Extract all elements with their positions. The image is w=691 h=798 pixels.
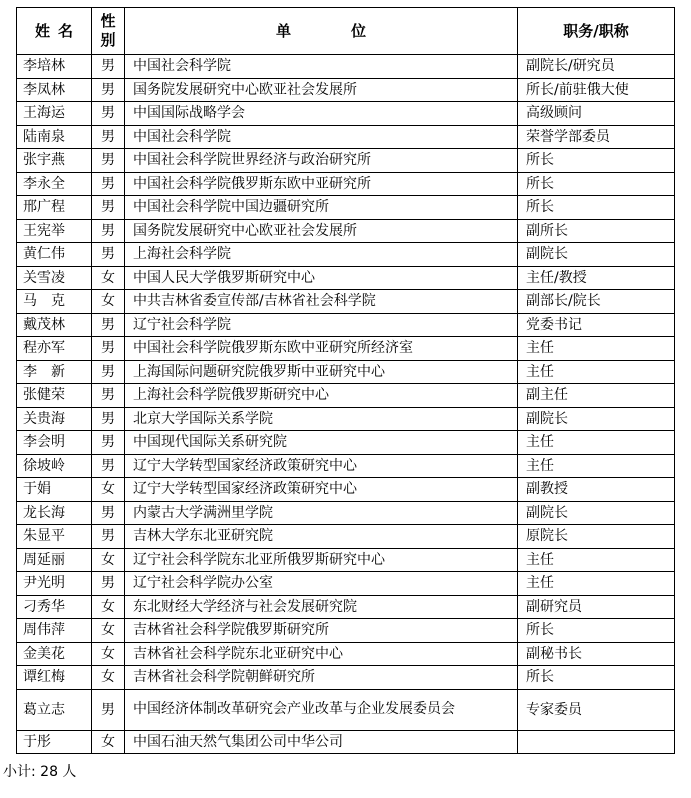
cell-name: 王宪举 [17, 219, 92, 243]
table-row [17, 572, 675, 596]
cell-name: 关雪凌 [17, 266, 92, 290]
cell-gender: 男 [92, 454, 125, 478]
cell-name: 张宇燕 [17, 149, 92, 173]
cell-title: 高级顾问 [518, 102, 675, 126]
cell-name: 李永全 [17, 172, 92, 196]
cell-unit: 吉林大学东北亚研究院 [125, 525, 518, 549]
cell-name: 李 新 [17, 360, 92, 384]
cell-unit: 国务院发展研究中心欧亚社会发展所 [125, 219, 518, 243]
cell-name: 于娟 [17, 478, 92, 502]
table-row [17, 290, 675, 314]
table-row [17, 501, 675, 525]
cell-title: 副院长 [518, 407, 675, 431]
cell-name: 王海运 [17, 102, 92, 126]
table-row [17, 313, 675, 337]
cell-gender: 男 [92, 572, 125, 596]
cell-name: 朱显平 [17, 525, 92, 549]
cell-gender: 男 [92, 337, 125, 361]
table-row [17, 642, 675, 666]
cell-gender: 男 [92, 431, 125, 455]
cell-title: 主任 [518, 431, 675, 455]
cell-gender: 女 [92, 595, 125, 619]
table-row [17, 666, 675, 690]
table-row [17, 431, 675, 455]
cell-name: 邢广程 [17, 196, 92, 220]
cell-unit: 吉林省社会科学院俄罗斯研究所 [125, 619, 518, 643]
cell-name: 程亦军 [17, 337, 92, 361]
cell-title: 荣誉学部委员 [518, 125, 675, 149]
table-row [17, 55, 675, 79]
cell-title: 副院长 [518, 243, 675, 267]
cell-gender: 女 [92, 730, 125, 754]
cell-unit: 中国社会科学院中国边疆研究所 [125, 196, 518, 220]
cell-unit: 辽宁社会科学院东北亚所俄罗斯研究中心 [125, 548, 518, 572]
table-row [17, 266, 675, 290]
cell-gender: 女 [92, 666, 125, 690]
header-row [17, 8, 675, 55]
cell-name: 徐坡岭 [17, 454, 92, 478]
cell-gender: 男 [92, 102, 125, 126]
cell-unit: 中国石油天然气集团公司中华公司 [125, 730, 518, 754]
header-gender: 性别 [92, 8, 125, 55]
cell-gender: 女 [92, 290, 125, 314]
cell-unit: 中国经济体制改革研究会产业改革与企业发展委员会 [125, 689, 518, 730]
cell-title: 所长 [518, 666, 675, 690]
cell-gender: 男 [92, 125, 125, 149]
cell-name: 谭红梅 [17, 666, 92, 690]
cell-name: 陆南泉 [17, 125, 92, 149]
cell-title: 副主任 [518, 384, 675, 408]
cell-unit: 中国人民大学俄罗斯研究中心 [125, 266, 518, 290]
table-row [17, 337, 675, 361]
table-row [17, 478, 675, 502]
cell-name: 金美花 [17, 642, 92, 666]
cell-name: 关贵海 [17, 407, 92, 431]
cell-gender: 男 [92, 501, 125, 525]
cell-title: 主任 [518, 360, 675, 384]
cell-gender: 女 [92, 478, 125, 502]
cell-title: 所长 [518, 149, 675, 173]
cell-unit: 吉林省社会科学院东北亚研究中心 [125, 642, 518, 666]
cell-title: 所长 [518, 619, 675, 643]
table-row [17, 78, 675, 102]
cell-title: 主任/教授 [518, 266, 675, 290]
cell-unit: 上海社会科学院 [125, 243, 518, 267]
cell-unit: 东北财经大学经济与社会发展研究院 [125, 595, 518, 619]
cell-title: 主任 [518, 454, 675, 478]
header-title: 职务/职称 [518, 8, 675, 55]
table-row [17, 102, 675, 126]
cell-unit: 内蒙古大学满洲里学院 [125, 501, 518, 525]
cell-unit: 中国国际战略学会 [125, 102, 518, 126]
table-row [17, 172, 675, 196]
cell-name: 于彤 [17, 730, 92, 754]
cell-unit: 吉林省社会科学院朝鲜研究所 [125, 666, 518, 690]
cell-name: 李会明 [17, 431, 92, 455]
table-row [17, 689, 675, 730]
cell-name: 龙长海 [17, 501, 92, 525]
cell-title: 副院长/研究员 [518, 55, 675, 79]
cell-unit: 中国社会科学院 [125, 55, 518, 79]
cell-gender: 男 [92, 360, 125, 384]
cell-gender: 男 [92, 525, 125, 549]
cell-title: 副院长 [518, 501, 675, 525]
cell-title: 主任 [518, 337, 675, 361]
cell-name: 张健荣 [17, 384, 92, 408]
cell-title: 主任 [518, 572, 675, 596]
cell-name: 戴茂林 [17, 313, 92, 337]
table-row [17, 407, 675, 431]
table-row [17, 149, 675, 173]
cell-name: 周延丽 [17, 548, 92, 572]
cell-title: 党委书记 [518, 313, 675, 337]
cell-gender: 男 [92, 689, 125, 730]
table-row [17, 730, 675, 754]
cell-title: 所长/前驻俄大使 [518, 78, 675, 102]
cell-name: 尹光明 [17, 572, 92, 596]
table-row [17, 219, 675, 243]
cell-gender: 男 [92, 149, 125, 173]
cell-title: 副教授 [518, 478, 675, 502]
cell-title: 副部长/院长 [518, 290, 675, 314]
cell-title: 副研究员 [518, 595, 675, 619]
cell-gender: 女 [92, 266, 125, 290]
cell-unit: 中共吉林省委宣传部/吉林省社会科学院 [125, 290, 518, 314]
table-row [17, 125, 675, 149]
cell-title: 主任 [518, 548, 675, 572]
cell-name: 周伟萍 [17, 619, 92, 643]
cell-name: 刁秀华 [17, 595, 92, 619]
cell-gender: 男 [92, 196, 125, 220]
cell-unit: 中国社会科学院俄罗斯东欧中亚研究所 [125, 172, 518, 196]
cell-gender: 男 [92, 172, 125, 196]
cell-unit: 中国社会科学院 [125, 125, 518, 149]
header-name: 姓名 [17, 8, 92, 55]
cell-unit: 上海国际问题研究院俄罗斯中亚研究中心 [125, 360, 518, 384]
cell-title: 所长 [518, 196, 675, 220]
table-row [17, 196, 675, 220]
cell-name: 葛立志 [17, 689, 92, 730]
table-row [17, 619, 675, 643]
cell-title: 专家委员 [518, 689, 675, 730]
cell-title: 副所长 [518, 219, 675, 243]
cell-gender: 男 [92, 55, 125, 79]
cell-unit: 中国社会科学院世界经济与政治研究所 [125, 149, 518, 173]
cell-title: 所长 [518, 172, 675, 196]
roster-body [17, 55, 675, 754]
cell-gender: 男 [92, 313, 125, 337]
cell-unit: 辽宁社会科学院 [125, 313, 518, 337]
cell-gender: 男 [92, 219, 125, 243]
table-row [17, 525, 675, 549]
cell-unit: 辽宁大学转型国家经济政策研究中心 [125, 478, 518, 502]
cell-name: 李凤林 [17, 78, 92, 102]
cell-gender: 女 [92, 642, 125, 666]
table-row [17, 384, 675, 408]
cell-name: 黄仁伟 [17, 243, 92, 267]
cell-title: 原院长 [518, 525, 675, 549]
cell-unit: 辽宁大学转型国家经济政策研究中心 [125, 454, 518, 478]
table-row [17, 243, 675, 267]
cell-gender: 女 [92, 548, 125, 572]
cell-unit: 中国社会科学院俄罗斯东欧中亚研究所经济室 [125, 337, 518, 361]
cell-unit: 上海社会科学院俄罗斯研究中心 [125, 384, 518, 408]
table-row [17, 595, 675, 619]
subtotal-note: 小计: 28 人 [3, 764, 77, 780]
table-row [17, 454, 675, 478]
cell-title: 副秘书长 [518, 642, 675, 666]
cell-unit: 中国现代国际关系研究院 [125, 431, 518, 455]
cell-gender: 男 [92, 384, 125, 408]
cell-name: 李培林 [17, 55, 92, 79]
cell-gender: 男 [92, 243, 125, 267]
cell-title [518, 730, 675, 754]
cell-gender: 男 [92, 407, 125, 431]
table-row [17, 360, 675, 384]
cell-unit: 国务院发展研究中心欧亚社会发展所 [125, 78, 518, 102]
header-unit: 单位 [125, 8, 518, 55]
cell-unit: 辽宁社会科学院办公室 [125, 572, 518, 596]
cell-gender: 女 [92, 619, 125, 643]
cell-name: 马 克 [17, 290, 92, 314]
cell-unit: 北京大学国际关系学院 [125, 407, 518, 431]
cell-gender: 男 [92, 78, 125, 102]
roster-table [16, 7, 675, 754]
table-row [17, 548, 675, 572]
